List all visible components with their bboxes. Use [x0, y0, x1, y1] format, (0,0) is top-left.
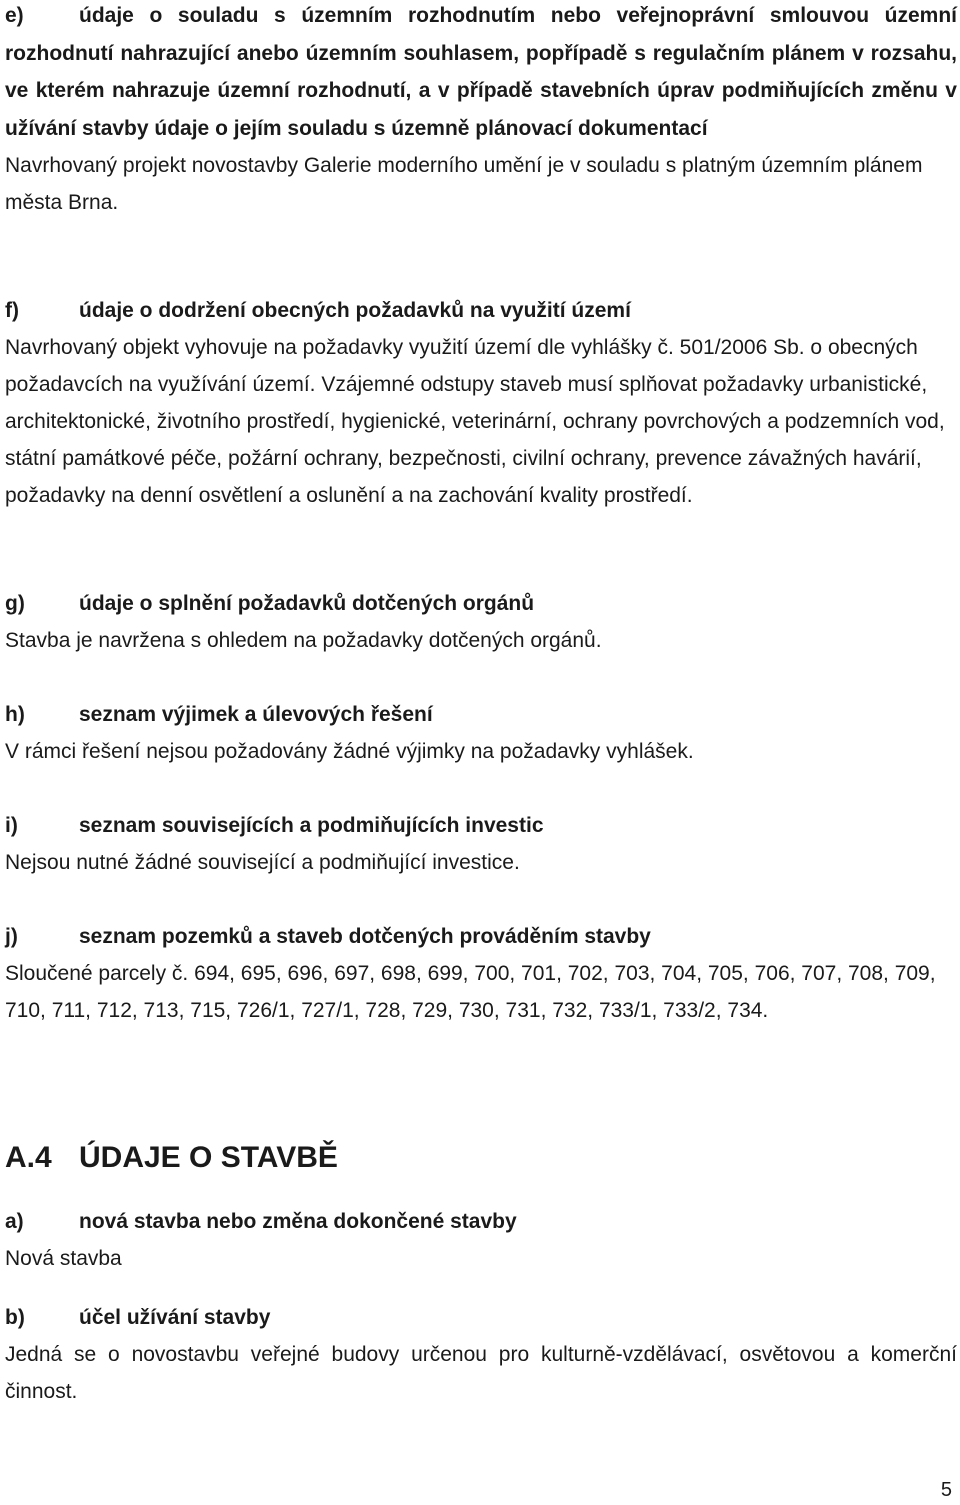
chapter-section-b-body: Jedná se o novostavbu veřejné budovy určenou pro kulturně-vzdělávací, osvětovou a komerční činnost. — [5, 1343, 957, 1403]
section-i — [5, 807, 957, 881]
section-i-body: Nejsou nutné žádné související a podmiňující investice. — [5, 851, 520, 874]
chapter-section-a-title: nová stavba nebo změna dokončené stavby — [79, 1210, 517, 1233]
page-number: 5 — [940, 1479, 952, 1501]
section-e-heading — [5, 0, 957, 147]
section-f-heading — [5, 292, 957, 329]
section-j — [5, 918, 957, 1029]
chapter-a4-label: A.4 — [5, 1141, 52, 1174]
section-h-body: V rámci řešení nejsou požadovány žádné výjimky na požadavky vyhlášek. — [5, 740, 694, 763]
section-i-title: seznam souvisejících a podmiňujících investic — [79, 814, 544, 837]
chapter-section-b — [5, 1299, 957, 1410]
section-g-title: údaje o splnění požadavků dotčených orgánů — [79, 592, 535, 615]
section-g-body: Stavba je navržena s ohledem na požadavky dotčených orgánů. — [5, 629, 602, 652]
section-g-heading — [5, 585, 957, 622]
section-h-label: h) — [5, 703, 25, 726]
section-j-body: Sloučené parcely č. 694, 695, 696, 697, 698, 699, 700, 701, 702, 703, 704, 705, 706, 707, 708, 709, 710, 711, 712, 713, 715, 726/1, 727/1, 728, 729, 730, 731, 732, 733/1, 733/2, 734. — [5, 962, 936, 1022]
chapter-a4 — [5, 1138, 957, 1178]
section-f — [5, 292, 957, 514]
section-j-title: seznam pozemků a staveb dotčených prováděním stavby — [79, 925, 651, 948]
chapter-section-a-body: Nová stavba — [5, 1247, 122, 1270]
section-g-label: g) — [5, 592, 25, 615]
section-f-title: údaje o dodržení obecných požadavků na využití území — [79, 299, 631, 322]
chapter-section-b-label: b) — [5, 1306, 25, 1329]
section-h — [5, 696, 957, 770]
chapter-a4-heading — [5, 1138, 957, 1178]
chapter-a4-title: ÚDAJE O STAVBĚ — [79, 1141, 338, 1174]
chapter-section-b-title: účel užívání stavby — [79, 1306, 271, 1329]
section-j-label: j) — [5, 925, 18, 948]
section-f-label: f) — [5, 299, 19, 322]
section-e-title: údaje o souladu s územním rozhodnutím nebo veřejnoprávní smlouvou územní rozhodnutí nahrazující anebo územním souhlasem, popřípadě s regulačním plánem v rozsahu, ve kterém nahrazuje územní rozhodnutí, a v případě stavebních úprav podmiňujících změnu v užívání stavby údaje o jejím souladu s územně plánovací dokumentací — [5, 4, 957, 140]
section-e — [5, 0, 957, 221]
section-h-heading — [5, 696, 957, 733]
chapter-section-b-heading — [5, 1299, 957, 1336]
section-i-heading — [5, 807, 957, 844]
section-j-heading — [5, 918, 957, 955]
section-i-label: i) — [5, 814, 18, 837]
chapter-section-a — [5, 1203, 957, 1277]
section-f-body: Navrhovaný objekt vyhovuje na požadavky využití území dle vyhlášky č. 501/2006 Sb. o obecných požadavcích na využívání území. Vzájemné odstupy staveb musí splňovat požadavky urbanistické, architektonické, životního prostředí, hygienické, veterinární, ochrany povrchových a podzemních vod, státní památkové péče, požární ochrany, bezpečnosti, civilní ochrany, prevence závažných havárií, požadavky na denní osvětlení a oslunění a na zachování kvality prostředí. — [5, 336, 945, 507]
chapter-section-a-heading — [5, 1203, 957, 1240]
section-h-title: seznam výjimek a úlevových řešení — [79, 703, 433, 726]
chapter-section-a-label: a) — [5, 1210, 24, 1233]
section-g — [5, 585, 957, 659]
section-e-label: e) — [5, 4, 24, 27]
section-e-body: Navrhovaný projekt novostavby Galerie moderního umění je v souladu s platným územním plánem města Brna. — [5, 154, 923, 214]
